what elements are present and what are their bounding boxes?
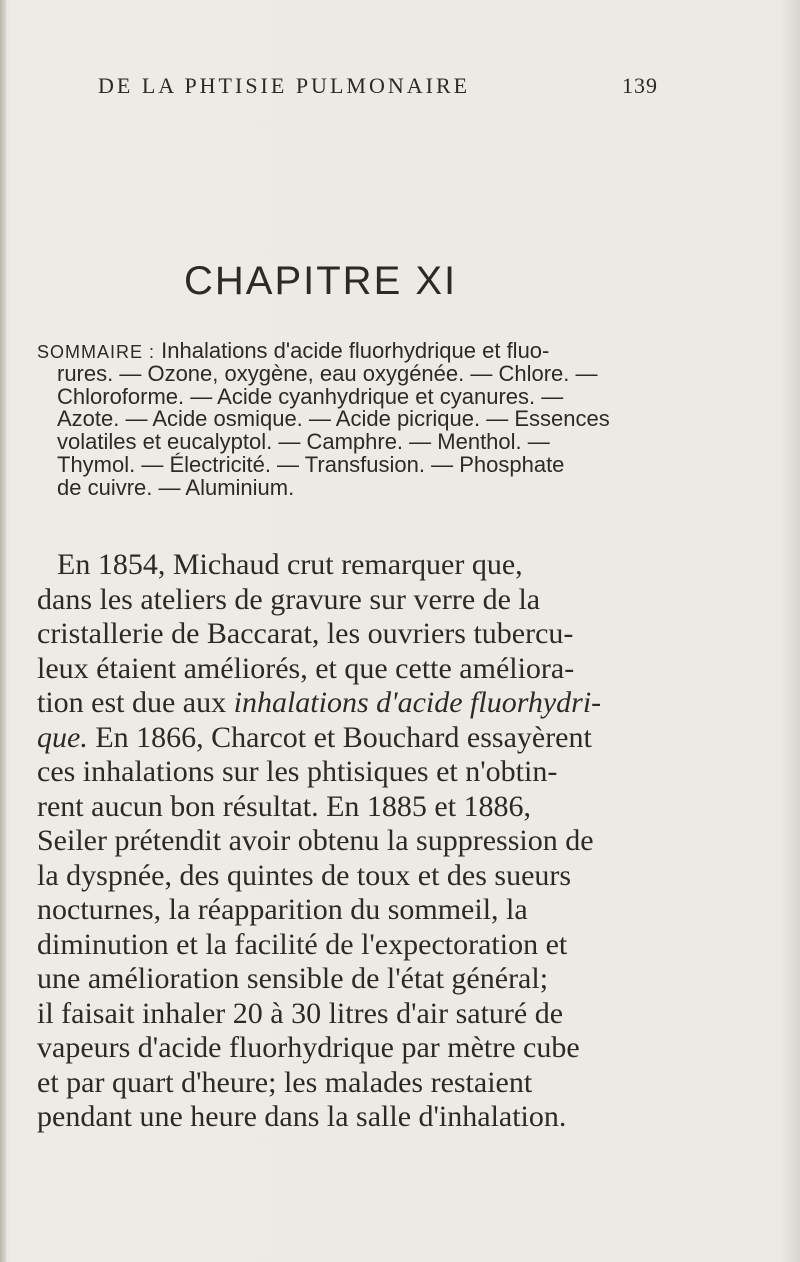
body-line: diminution et la facilité de l'expectoration et bbox=[37, 927, 568, 961]
body-line: il faisait inhaler 20 à 30 litres d'air saturé de bbox=[37, 996, 564, 1030]
body-line: leux étaient améliorés, et que cette améliora- bbox=[37, 651, 575, 685]
italic-phrase: inhalations d'acide fluorhydri- bbox=[233, 686, 602, 719]
chapter-title: CHAPITRE XI bbox=[184, 259, 458, 303]
summary-line bbox=[37, 340, 627, 363]
body-line: pendant une heure dans la salle d'inhalation. bbox=[37, 1100, 567, 1133]
summary-line: rures. — Ozone, oxygène, eau oxygénée. — Chlore. — bbox=[57, 360, 598, 386]
body-line: la dyspnée, des quintes de toux et des sueurs bbox=[37, 858, 572, 892]
body-text-span: tion est due aux bbox=[37, 686, 234, 719]
body-line: vapeurs d'acide fluorhydrique par mètre cube bbox=[37, 1031, 580, 1064]
body-line bbox=[37, 686, 637, 721]
body-paragraph bbox=[37, 548, 637, 1135]
body-line: dans les ateliers de gravure sur verre de la bbox=[37, 582, 541, 616]
body-line: nocturnes, la réapparition du sommeil, la bbox=[37, 893, 528, 926]
body-line: une amélioration sensible de l'état général; bbox=[37, 962, 549, 995]
running-header bbox=[98, 66, 658, 106]
body-line: ces inhalations sur les phtisiques et n'obtin- bbox=[37, 755, 558, 788]
body-line: cristallerie de Baccarat, les ouvriers tubercu- bbox=[37, 617, 574, 650]
body-line: Seiler prétendit avoir obtenu la suppression de bbox=[37, 824, 594, 857]
page-number: 139 bbox=[622, 73, 658, 98]
chapter-summary bbox=[37, 340, 627, 500]
summary-line: de cuivre. — Aluminium. bbox=[57, 474, 295, 500]
summary-label: SOMMAIRE : bbox=[37, 342, 156, 362]
italic-phrase: que. bbox=[37, 720, 88, 754]
summary-line: Chloroforme. — Acide cyanhydrique et cyanures. — bbox=[57, 383, 564, 409]
body-line bbox=[37, 721, 637, 756]
summary-text: Inhalations d'acide fluorhydrique et fluo- bbox=[161, 338, 550, 363]
summary-line: Azote. — Acide osmique. — Acide picrique. — Essences bbox=[57, 406, 610, 432]
running-title: DE LA PHTISIE PULMONAIRE bbox=[98, 73, 471, 98]
page-edge-shadow bbox=[0, 0, 6, 1262]
body-text-span: En 1866, Charcot et Bouchard essayèrent bbox=[87, 720, 592, 754]
body-line: rent aucun bon résultat. En 1885 et 1886, bbox=[37, 789, 532, 823]
summary-line: volatiles et eucalyptol. — Camphre. — Menthol. — bbox=[57, 429, 550, 455]
body-line: En 1854, Michaud crut remarquer que, bbox=[57, 548, 523, 581]
body-line: et par quart d'heure; les malades restaient bbox=[37, 1065, 533, 1099]
summary-line: Thymol. — Électricité. — Transfusion. — Phosphate bbox=[57, 451, 565, 477]
